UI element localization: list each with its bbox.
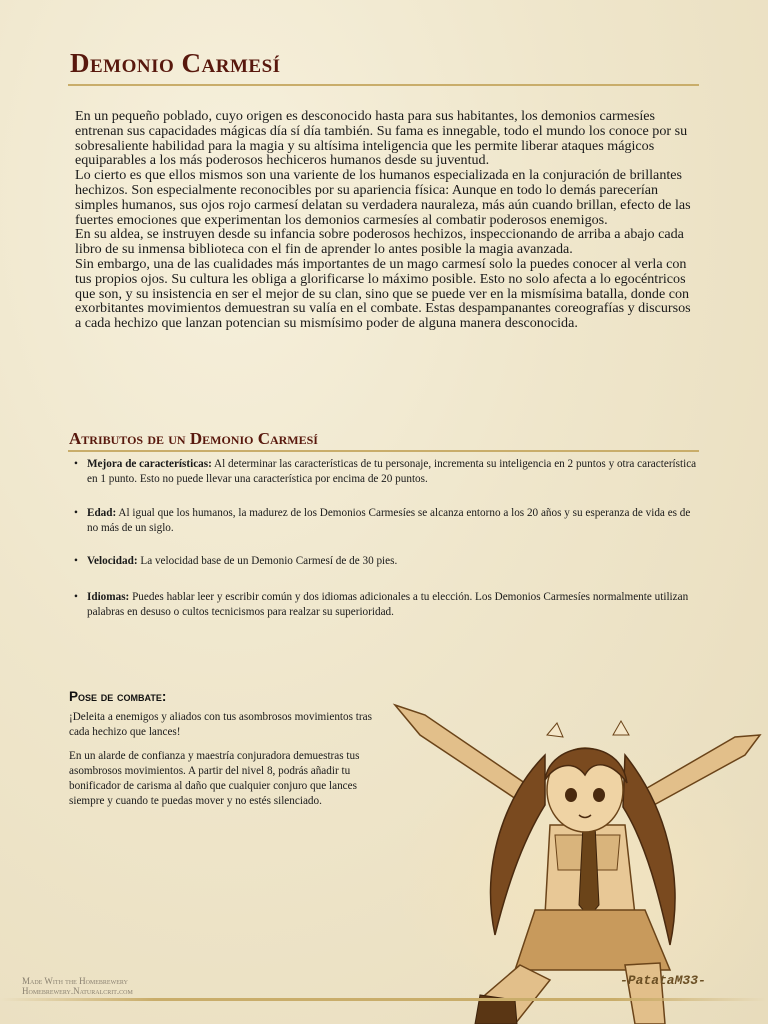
attribute-label: Mejora de características: bbox=[87, 458, 212, 470]
author-signature: -PatataM33- bbox=[620, 973, 706, 988]
character-illustration bbox=[385, 695, 768, 1024]
attribute-item bbox=[72, 457, 700, 487]
attribute-label: Idiomas: bbox=[87, 591, 130, 603]
attribute-text: La velocidad base de un Demonio Carmesí de de 30 pies. bbox=[137, 555, 398, 567]
intro-text bbox=[75, 109, 697, 331]
attributes-divider bbox=[68, 450, 699, 452]
attribute-label: Edad: bbox=[87, 507, 117, 519]
attribute-text: Al determinar las características de tu personaje, incrementa su inteligencia en 2 puntos y otra característica en 1 punto. Esto no puede llevar una característica por encima de 20 puntos. bbox=[87, 458, 697, 485]
attribute-label: Velocidad: bbox=[87, 555, 138, 567]
intro-paragraph: En un pequeño poblado, cuyo origen es desconocido hasta para sus habitantes, los demonios carmesíes entrenan sus capacidades mágicas día sí día también. Su fama es innegable, todo el mundo los conoce por su sobresaliente habilidad para la magia y su altísima inteligencia que les permite liberar ataques mágicos equiparables a los más poderosos hechiceros humanos desde su juventud. bbox=[75, 108, 688, 169]
attribute-item bbox=[72, 590, 700, 620]
footer-credit bbox=[22, 976, 133, 996]
footer-divider bbox=[0, 998, 768, 1001]
attributes-list bbox=[72, 457, 700, 620]
pose-heading: Pose de combate: bbox=[69, 689, 167, 704]
footer-line: Made With the Homebrewery bbox=[22, 976, 128, 986]
intro-paragraph: Sin embargo, una de las cualidades más importantes de un mago carmesí solo la puedes conocer al verla con tus propios ojos. Su cultura les obliga a glorificarse lo máximo posible. Esto no solo afecta a lo egocéntricos que son, y su insistencia en ser el mejor de su clan, sino que se puede ver en la mismísima batalla, donde con exorbitantes movimientos demuestran su valía en el combate. Estas despampanantes coreografías y discursos a cada hechizo que lanzan potencian su mismísimo poder de alguna manera desconocida. bbox=[75, 255, 691, 332]
title-divider bbox=[68, 84, 699, 86]
attribute-text: Al igual que los humanos, la madurez de los Demonios Carmesíes se alcanza entorno a los 20 años y su esperanza de vida es de no más de un siglo. bbox=[87, 507, 691, 534]
intro-paragraph: En su aldea, se instruyen desde su infancia sobre poderosos hechizos, inspeccionando de arriba a abajo cada libro de su inmensa biblioteca con el fin de aprender lo antes posible la magia avanzada. bbox=[75, 226, 684, 258]
page-title: Demonio Carmesí bbox=[70, 48, 281, 78]
attribute-item bbox=[72, 506, 700, 536]
pose-paragraph: ¡Deleita a enemigos y aliados con tus asombrosos movimientos tras cada hechizo que lances! bbox=[69, 711, 372, 738]
footer-link[interactable]: Homebrewery.Naturalcrit.com bbox=[22, 986, 133, 996]
pose-paragraph: En un alarde de confianza y maestría conjuradora demuestras tus asombrosos movimientos. A partir del nivel 8, podrás añadir tu bonificador de carisma al daño que cualquier conjuro que lances siempre y cuando te puedas mover y no estés silenciado. bbox=[69, 750, 360, 807]
attributes-heading: Atributos de un Demonio Carmesí bbox=[69, 429, 318, 448]
attribute-item bbox=[72, 554, 700, 569]
pose-text bbox=[69, 710, 379, 818]
intro-paragraph: Lo cierto es que ellos mismos son una variente de los humanos especializada en la conjuración de brillantes hechizos. Son especialmente reconocibles por su apariencia física: Aunque en todo lo demás parecerían simples humanos, sus ojos rojo carmesí delatan su verdadera nauraleza, más aún cuando brillan, efecto de las fuertes emociones que experimentan los demonios carmesíes al combatir poderosos enemigos. bbox=[75, 167, 691, 228]
attribute-text: Puedes hablar leer y escribir común y dos idiomas adicionales a tu elección. Los Demonios Carmesíes normalmente utilizan palabras en desuso o cultos tecnicismos para realzar su superioridad. bbox=[87, 591, 689, 618]
